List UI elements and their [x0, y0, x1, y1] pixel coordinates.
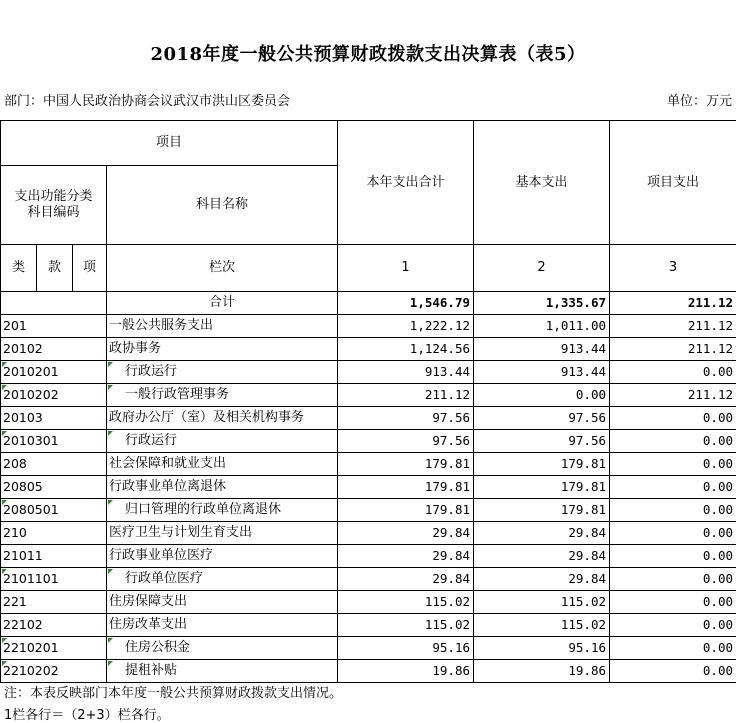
cell-marker-icon	[108, 431, 113, 436]
row-v2: 97.56	[474, 407, 610, 430]
table-row	[1, 522, 736, 545]
row-v1: 19.86	[338, 660, 474, 683]
row-v2: 29.84	[474, 545, 610, 568]
table-row	[1, 568, 736, 591]
row-name: 住房改革支出	[107, 614, 338, 637]
header-lanci: 栏次	[107, 245, 338, 292]
row-name: 政协事务	[107, 338, 338, 361]
table-row	[1, 384, 736, 407]
cell-marker-icon	[2, 500, 7, 505]
table-row	[1, 430, 736, 453]
row-name: 提租补贴	[107, 660, 338, 683]
row-code: 22102	[1, 614, 107, 637]
header-n3: 3	[610, 245, 736, 292]
row-code: 2010202	[1, 384, 107, 407]
cell-marker-icon	[108, 569, 113, 574]
header-col3: 项目支出	[610, 121, 736, 245]
row-name: 行政事业单位医疗	[107, 545, 338, 568]
unit-label: 单位：万元	[667, 90, 732, 109]
row-code: 20102	[1, 338, 107, 361]
row-v3: 0.00	[610, 545, 736, 568]
total-v1: 1,546.79	[338, 292, 474, 315]
row-name: 住房公积金	[107, 637, 338, 660]
page-title: 2018年度一般公共预算财政拨款支出决算表（表5）	[0, 40, 736, 66]
row-name: 住房保障支出	[107, 591, 338, 614]
row-v3: 0.00	[610, 499, 736, 522]
row-v3: 0.00	[610, 430, 736, 453]
cell-marker-icon	[108, 661, 113, 666]
row-v3: 0.00	[610, 568, 736, 591]
cell-marker-icon	[2, 638, 7, 643]
row-v3: 0.00	[610, 522, 736, 545]
row-code: 2210202	[1, 660, 107, 683]
row-v2: 115.02	[474, 614, 610, 637]
header-col1: 本年支出合计	[338, 121, 474, 245]
row-v2: 1,011.00	[474, 315, 610, 338]
row-v1: 115.02	[338, 591, 474, 614]
row-name: 归口管理的行政单位离退休	[107, 499, 338, 522]
row-v1: 1,222.12	[338, 315, 474, 338]
table-row	[1, 338, 736, 361]
row-code: 210	[1, 522, 107, 545]
row-code: 21011	[1, 545, 107, 568]
row-v3: 0.00	[610, 407, 736, 430]
row-v2: 95.16	[474, 637, 610, 660]
cell-marker-icon	[2, 569, 7, 574]
row-v1: 211.12	[338, 384, 474, 407]
row-v3: 211.12	[610, 338, 736, 361]
note-line-2: 1栏各行＝（2+3）栏各行。	[4, 704, 170, 723]
total-label: 合计	[107, 292, 338, 315]
row-name: 行政运行	[107, 361, 338, 384]
cell-marker-icon	[108, 362, 113, 367]
total-v3: 211.12	[610, 292, 736, 315]
note-line-1: 注：本表反映部门本年度一般公共预算财政拨款支出情况。	[4, 682, 342, 701]
row-v2: 179.81	[474, 476, 610, 499]
header-func-code: 支出功能分类 科目编码	[1, 166, 107, 245]
row-v2: 29.84	[474, 568, 610, 591]
row-v2: 179.81	[474, 453, 610, 476]
row-name: 行政运行	[107, 430, 338, 453]
row-name: 医疗卫生与计划生育支出	[107, 522, 338, 545]
department-label: 部门：中国人民政治协商会议武汉市洪山区委员会	[4, 90, 290, 109]
row-code: 2010301	[1, 430, 107, 453]
cell-marker-icon	[2, 362, 7, 367]
row-v3: 211.12	[610, 315, 736, 338]
row-name: 行政事业单位离退休	[107, 476, 338, 499]
row-v1: 115.02	[338, 614, 474, 637]
budget-table	[0, 120, 736, 683]
header-kuan: 款	[37, 245, 73, 292]
cell-marker-icon	[108, 500, 113, 505]
row-v2: 0.00	[474, 384, 610, 407]
row-v1: 97.56	[338, 407, 474, 430]
row-v1: 29.84	[338, 545, 474, 568]
header-lei: 类	[1, 245, 37, 292]
row-name: 社会保障和就业支出	[107, 453, 338, 476]
row-code: 2210201	[1, 637, 107, 660]
table-row	[1, 614, 736, 637]
row-name: 行政单位医疗	[107, 568, 338, 591]
row-code: 208	[1, 453, 107, 476]
row-v2: 913.44	[474, 361, 610, 384]
row-code: 221	[1, 591, 107, 614]
row-name: 政府办公厅（室）及相关机构事务	[107, 407, 338, 430]
table-row	[1, 637, 736, 660]
table-row	[1, 315, 736, 338]
header-subject-name: 科目名称	[107, 166, 338, 245]
header-xiang: 项	[73, 245, 107, 292]
table-row	[1, 407, 736, 430]
cell-marker-icon	[108, 638, 113, 643]
row-code: 2101101	[1, 568, 107, 591]
row-v1: 97.56	[338, 430, 474, 453]
row-v1: 179.81	[338, 476, 474, 499]
row-v2: 115.02	[474, 591, 610, 614]
total-row	[1, 292, 736, 315]
header-n1: 1	[338, 245, 474, 292]
cell-marker-icon	[2, 661, 7, 666]
cell-marker-icon	[2, 385, 7, 390]
row-v1: 179.81	[338, 453, 474, 476]
row-code: 20805	[1, 476, 107, 499]
row-v1: 29.84	[338, 568, 474, 591]
row-v3: 0.00	[610, 476, 736, 499]
header-col2: 基本支出	[474, 121, 610, 245]
cell-marker-icon	[2, 431, 7, 436]
row-v2: 29.84	[474, 522, 610, 545]
header-n2: 2	[474, 245, 610, 292]
row-v3: 0.00	[610, 614, 736, 637]
table-row	[1, 453, 736, 476]
row-v3: 211.12	[610, 384, 736, 407]
table-row	[1, 476, 736, 499]
row-v2: 179.81	[474, 499, 610, 522]
row-v3: 0.00	[610, 591, 736, 614]
row-code: 20103	[1, 407, 107, 430]
row-v1: 95.16	[338, 637, 474, 660]
cell-marker-icon	[108, 385, 113, 390]
row-v3: 0.00	[610, 637, 736, 660]
row-v1: 29.84	[338, 522, 474, 545]
row-code: 2080501	[1, 499, 107, 522]
table-row	[1, 545, 736, 568]
row-v3: 0.00	[610, 660, 736, 683]
row-code: 2010201	[1, 361, 107, 384]
row-v3: 0.00	[610, 453, 736, 476]
row-v1: 913.44	[338, 361, 474, 384]
row-v1: 1,124.56	[338, 338, 474, 361]
row-name: 一般行政管理事务	[107, 384, 338, 407]
table-row	[1, 591, 736, 614]
table-row	[1, 499, 736, 522]
row-v2: 97.56	[474, 430, 610, 453]
row-v3: 0.00	[610, 361, 736, 384]
table-row	[1, 660, 736, 683]
total-v2: 1,335.67	[474, 292, 610, 315]
row-v1: 179.81	[338, 499, 474, 522]
row-code: 201	[1, 315, 107, 338]
row-v2: 913.44	[474, 338, 610, 361]
row-v2: 19.86	[474, 660, 610, 683]
row-name: 一般公共服务支出	[107, 315, 338, 338]
header-project: 项目	[1, 121, 338, 166]
table-row	[1, 361, 736, 384]
